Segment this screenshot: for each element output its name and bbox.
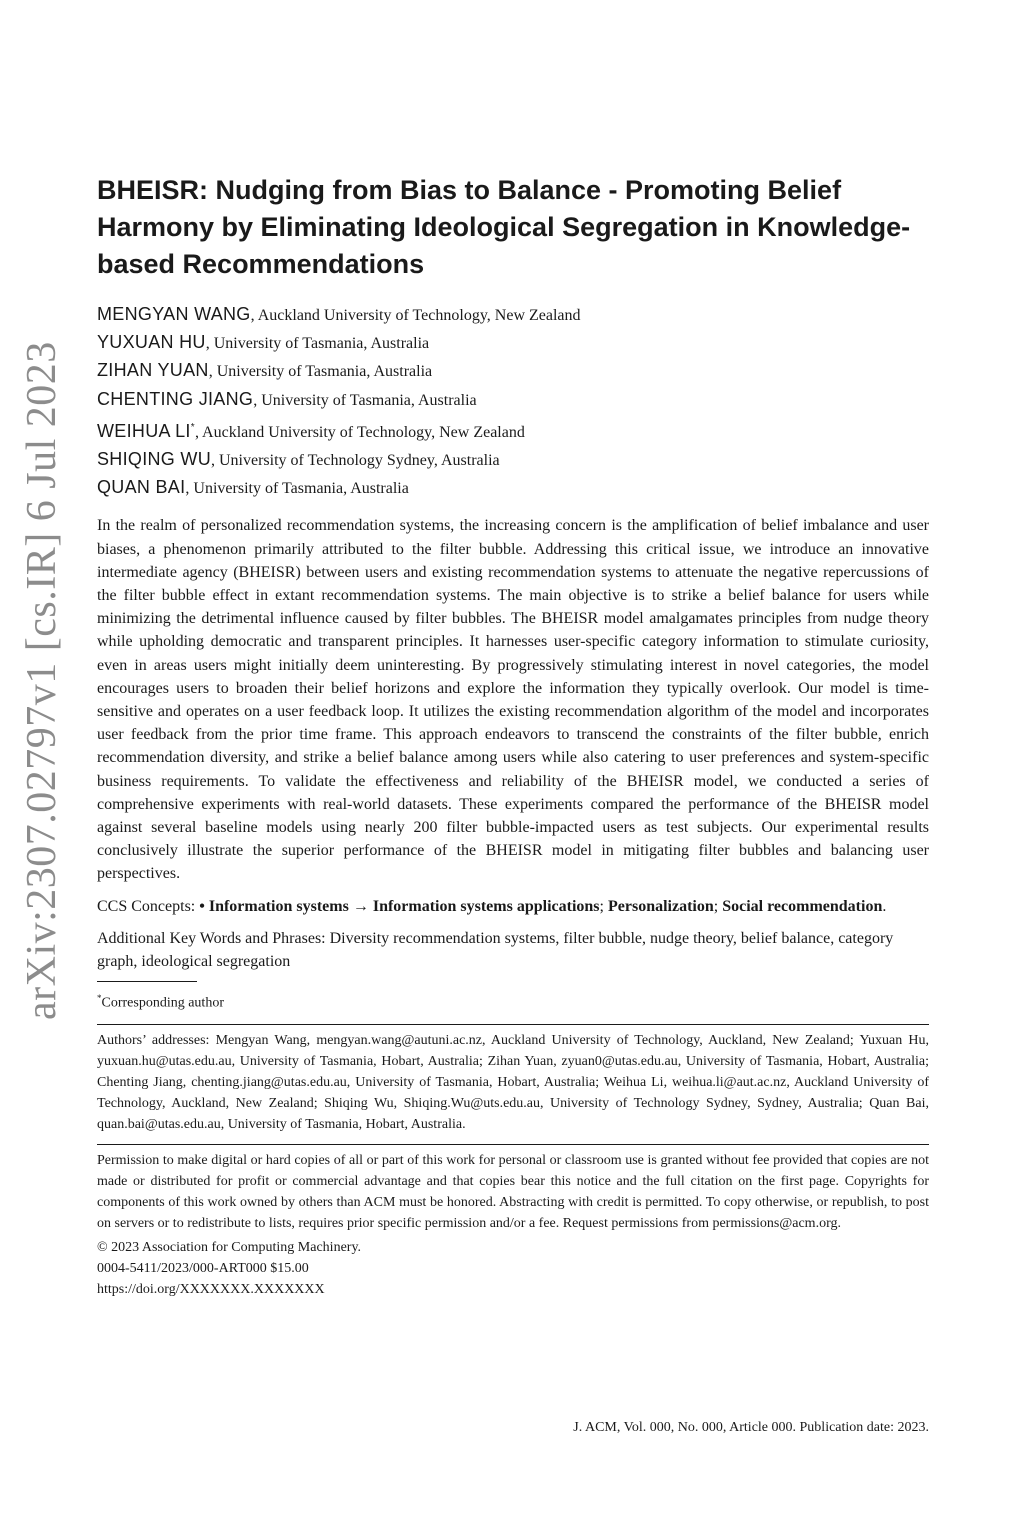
author-entry: [97, 357, 929, 385]
abstract: In the realm of personalized recommendation systems, the increasing concern is the amplification of belief imbalance and user biases, a phenomenon primarily attributed to the filter bubble. Addressing this critical issue, we introduce an innovative intermediate agency (BHEISR) between users and existing recommendation systems to attenuate the negative repercussions of the filter bubble effect in extant recommendation systems. The main objective is to strike a belief balance for users while minimizing the detrimental influence caused by filter bubbles. The BHEISR model amalgamates principles from nudge theory while upholding democratic and transparent principles. It harnesses user-specific category information to stimulate curiosity, even in areas users might initially deem uninteresting. By progressively stimulating interest in novel categories, the model encourages users to broaden their belief horizons and explore the information they typically overlook. Our model is time-sensitive and operates on a user feedback loop. It utilizes the existing recommendation algorithm of the model and incorporates user feedback from the prior time frame. This approach endeavors to transcend the constraints of the filter bubble, enrich recommendation diversity, and strike a belief balance among users while also catering to user preferences and system-specific business requirements. To validate the effectiveness and reliability of the BHEISR model, we conducted a series of comprehensive experiments with real-world datasets. These experiments compared the performance of the BHEISR model against several baseline models using nearly 200 filter bubble-impacted users as test subjects. Our experimental results conclusively illustrate the superior performance of the BHEISR model in mitigating filter bubbles and balancing user perspectives.: [97, 517, 929, 883]
ccs-concept-4: Social recommendation: [722, 897, 883, 915]
author-entry: [97, 446, 929, 474]
author-affiliation: , Auckland University of Technology, New Zealand: [250, 307, 581, 324]
ccs-concept-3: Personalization: [607, 897, 714, 915]
author-name: SHIQING WU: [97, 449, 211, 470]
author-name: QUAN BAI: [97, 477, 186, 498]
addresses-divider: [97, 1024, 929, 1025]
corresponding-author-footnote: *Corresponding author: [97, 992, 224, 1011]
corresponding-author-marker: *: [190, 421, 195, 433]
author-affiliation: , Auckland University of Technology, New Zealand: [194, 423, 525, 441]
author-name: YUXUAN HU: [97, 332, 206, 353]
permission-notice: Permission to make digital or hard copies of all or part of this work for personal or classroom use is granted without fee provided that copies are not made or distributed for profit or commercial advantage and that copies bear this notice and the full citation on the first page. Copyrights for components of this work owned by others than ACM must be honored. Abstracting with credit is permitted. To copy otherwise, or republish, to post on servers or to redistribute to lists, requires prior specific permission and/or a fee. Request permissions from permissions@acm.org.: [97, 1153, 929, 1232]
keywords: Additional Key Words and Phrases: Diversity recommendation systems, filter bubble, nudge theory, belief balance, category graph, ideological segregation: [97, 929, 894, 970]
paper-title: BHEISR: Nudging from Bias to Balance - Promoting Belief Harmony by Eliminating Ideological Segregation in Knowledge-based Recommendations: [97, 175, 911, 279]
author-name: CHENTING JIANG: [97, 388, 254, 409]
footnote-divider: [97, 981, 197, 982]
author-entry: [97, 329, 929, 357]
paper-first-page: [97, 172, 929, 1300]
journal-footer: J. ACM, Vol. 000, No. 000, Article 000. Publication date: 2023.: [573, 1420, 929, 1435]
ccs-concept-2: Information systems applications: [372, 897, 600, 915]
author-affiliation: , University of Tasmania, Australia: [208, 363, 433, 381]
author-list: [97, 301, 929, 502]
doi-link[interactable]: https://doi.org/XXXXXXX.XXXXXXX: [97, 1282, 325, 1298]
ccs-concepts: CCS Concepts: • Information systems → Information systems applications; Personalization; Social recommendation.: [97, 897, 887, 915]
author-affiliation: , University of Technology Sydney, Australia: [211, 452, 500, 470]
permission-divider: [97, 1144, 929, 1145]
copyright-line: © 2023 Association for Computing Machinery.: [97, 1240, 362, 1256]
author-entry: [97, 301, 929, 329]
author-affiliation: , University of Tasmania, Australia: [185, 480, 409, 498]
issn-line: 0004-5411/2023/000-ART000 $15.00: [97, 1261, 309, 1277]
author-name: ZIHAN YUAN: [97, 360, 209, 381]
author-affiliation: , University of Tasmania, Australia: [205, 335, 430, 353]
authors-addresses: Authors’ addresses: Mengyan Wang, mengyan.wang@autuni.ac.nz, Auckland University of Technology, Auckland, New Zealand; Yuxuan Hu, yuxuan.hu@utas.edu.au, University of Tasmania, Hobart, Australia; Zihan Yuan, zyuan0@utas.edu.au, University of Tasmania, Hobart, Australia; Chenting Jiang, chenting.jiang@utas.edu.au, University of Tasmania, Hobart, Australia; Weihua Li, weihua.li@aut.ac.nz, Auckland University of Technology, Auckland, New Zealand; Shiqing Wu, Shiqing.Wu@uts.edu.au, University of Technology Sydney, Sydney, Australia; Quan Bai, quan.bai@utas.edu.au, University of Tasmania, Hobart, Australia.: [97, 1033, 929, 1133]
author-entry: [97, 474, 929, 502]
author-name: WEIHUA LI: [97, 420, 191, 441]
arxiv-identifier-stamp: arXiv:2307.02797v1 [cs.IR] 6 Jul 2023: [19, 341, 65, 1020]
author-entry: [97, 386, 929, 414]
author-affiliation: , University of Tasmania, Australia: [253, 391, 477, 409]
author-entry: [97, 414, 929, 446]
author-name: MENGYAN WANG: [97, 304, 251, 324]
ccs-concept-1: Information systems: [208, 897, 349, 915]
